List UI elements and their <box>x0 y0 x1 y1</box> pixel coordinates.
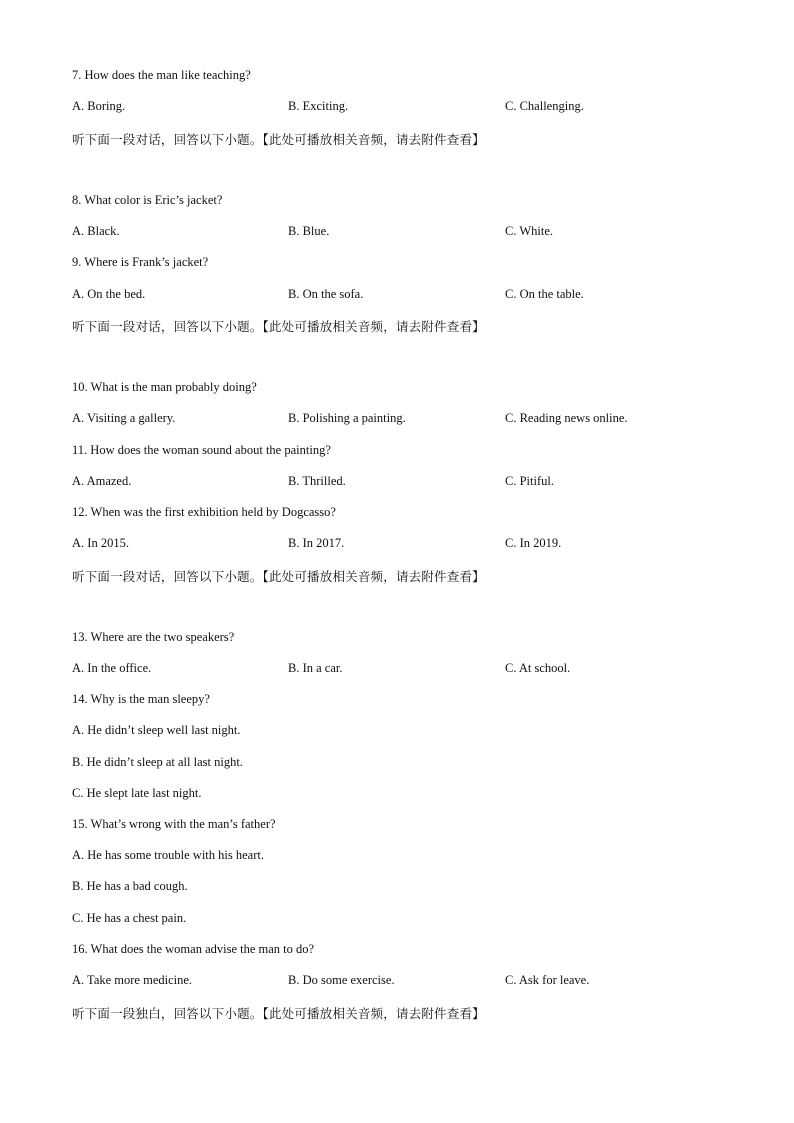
option-10c: C. Reading news online. <box>505 411 628 425</box>
options-row-10 <box>72 411 722 429</box>
option-13a: A. In the office. <box>72 661 152 675</box>
option-14a: A. He didn’t sleep well last night. <box>72 723 241 737</box>
listening-instruction-1: 听下面一段对话，回答以下小题。【此处可播放相关音频，请去附件查看】 <box>72 132 485 147</box>
question-15: 15. What’s wrong with the man’s father? <box>72 817 276 831</box>
option-16c: C. Ask for leave. <box>505 973 590 987</box>
options-row-13 <box>72 661 722 679</box>
option-10a: A. Visiting a gallery. <box>72 411 176 425</box>
option-15c: C. He has a chest pain. <box>72 911 187 925</box>
option-8b: B. Blue. <box>288 224 330 238</box>
option-8a: A. Black. <box>72 224 120 238</box>
options-row-11 <box>72 474 722 492</box>
option-9b: B. On the sofa. <box>288 287 364 301</box>
question-8: 8. What color is Eric’s jacket? <box>72 193 223 207</box>
option-14c: C. He slept late last night. <box>72 786 202 800</box>
question-9: 9. Where is Frank’s jacket? <box>72 255 209 269</box>
option-12a: A. In 2015. <box>72 536 129 550</box>
question-7: 7. How does the man like teaching? <box>72 68 251 82</box>
option-11a: A. Amazed. <box>72 474 132 488</box>
listening-instruction-3: 听下面一段对话，回答以下小题。【此处可播放相关音频，请去附件查看】 <box>72 569 485 584</box>
options-row-16 <box>72 973 722 991</box>
option-16a: A. Take more medicine. <box>72 973 193 987</box>
option-15b: B. He has a bad cough. <box>72 879 188 893</box>
option-7c: C. Challenging. <box>505 99 584 113</box>
option-8c: C. White. <box>505 224 554 238</box>
option-10b: B. Polishing a painting. <box>288 411 406 425</box>
question-16: 16. What does the woman advise the man to do? <box>72 942 315 956</box>
question-12: 12. When was the first exhibition held by Dogcasso? <box>72 505 336 519</box>
option-12b: B. In 2017. <box>288 536 345 550</box>
options-row-9 <box>72 287 722 305</box>
listening-instruction-2: 听下面一段对话，回答以下小题。【此处可播放相关音频，请去附件查看】 <box>72 319 485 334</box>
question-10: 10. What is the man probably doing? <box>72 380 257 394</box>
question-11: 11. How does the woman sound about the painting? <box>72 443 331 457</box>
option-12c: C. In 2019. <box>505 536 562 550</box>
option-15a: A. He has some trouble with his heart. <box>72 848 264 862</box>
option-11b: B. Thrilled. <box>288 474 346 488</box>
option-13b: B. In a car. <box>288 661 343 675</box>
option-9a: A. On the bed. <box>72 287 146 301</box>
question-14: 14. Why is the man sleepy? <box>72 692 210 706</box>
options-row-12 <box>72 536 722 554</box>
option-9c: C. On the table. <box>505 287 584 301</box>
option-11c: C. Pitiful. <box>505 474 554 488</box>
options-row-8 <box>72 224 722 242</box>
option-16b: B. Do some exercise. <box>288 973 395 987</box>
option-14b: B. He didn’t sleep at all last night. <box>72 755 243 769</box>
listening-instruction-4: 听下面一段独白，回答以下小题。【此处可播放相关音频，请去附件查看】 <box>72 1006 485 1021</box>
question-13: 13. Where are the two speakers? <box>72 630 235 644</box>
option-7a: A. Boring. <box>72 99 126 113</box>
option-13c: C. At school. <box>505 661 571 675</box>
option-7b: B. Exciting. <box>288 99 349 113</box>
options-row-7 <box>72 99 722 117</box>
